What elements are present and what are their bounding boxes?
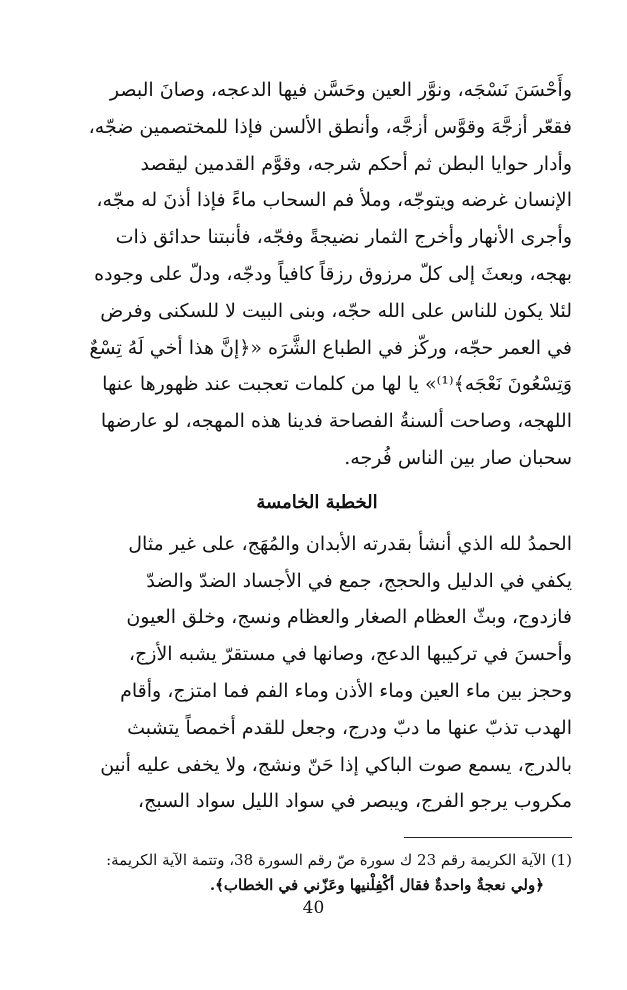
footnote-divider [404, 837, 572, 838]
text-line: اللهجه، وصاحت ألسنةُ الفصاحة فدينا هذه المهجه، لو عارضها [100, 410, 572, 433]
text-line: وحجز بين ماء العين وماء الأذن وماء الفم فما امتزج، وأقام [120, 679, 572, 702]
text-line: الإنسان غرضه ويتوجّه، وملأ فم السحاب ماءً فإذا أذنَ له مجّه، [96, 189, 572, 212]
text-line: يكفي في الدليل والحجج، جمع في الأجساد الضدّ والضدّ [146, 569, 572, 592]
section-heading: الخطبة الخامسة [256, 491, 378, 513]
text-line: سحبان صار بين الناس فُرجه. [344, 446, 572, 469]
text-line: الحمدُ لله الذي أنشأ بقدرته الأبدان والمُهَج، على غير مثال [128, 532, 572, 555]
text-line: وَتِسْعُونَ نَعْجَه﴾⁽¹⁾» يا لها من كلمات تعجبت عند ظهورها عنها [102, 373, 572, 396]
text-line: في العمر حجّه، وركّز في الطباع الشَّرَه «﴿إنَّ هذا أخي لَهُ تِسْعٌ [89, 336, 572, 359]
section-paragraph [62, 526, 572, 820]
footnote [62, 848, 572, 898]
text-line: وأجرى الأنهار وأخرج الثمار نضيجةً وفجّه، فأنبتنا حدائق ذات [115, 226, 572, 249]
text-line: بالدرج، يسمع صوت الباكي إذا حَنّ ونشج، ولا يخفى عليه أنين [100, 753, 572, 776]
text-line: مكروب يرجو الفرج، ويبصر في سواد الليل سواد السبج، [137, 790, 572, 813]
text-line: فقعّر أزجَّهَ وقوَّس أزجَّه، وأنطق الألسن فإذا للمختصمين ضجّه، [88, 115, 572, 138]
footnote-line: (1) الآية الكريمة رقم 23 ك سورة صّ رقم السورة 38، وتتمة الآية الكريمة: [106, 851, 572, 869]
text-line: لئلا يكون للناس على الله حجّه، وبنى البيت لا للسكنى وفرض [100, 299, 572, 322]
text-line: وأدار حوايا البطن ثم أحكم شرجه، وقوَّم القدمين ليقصد [140, 152, 572, 175]
page-number: 40 [302, 898, 325, 918]
text-line: فازدوج، وبثّ العظام الصغار والعظام ونسج، وخلق العيون [126, 606, 572, 629]
text-line: وأَحْسَنَ نَسْجَه، ونوَّر العين وحَسَّن فيها الدعجه، وصانَ البصر [109, 79, 572, 101]
text-line: وأحسنَ في تركيبها الدعج، وصانها في مستقرّ يشبه الأزج، [128, 643, 572, 666]
text-line: بهجه، وبعثَ إلى كلّ مرزوق رزقاً كافياً ودجّه، ودلّ على وجوده [94, 262, 572, 285]
footnote-quote-line: ﴿ولي نعجةٌ واحدةٌ فقال أكْفِلْنيها وعَزّني في الخطاب﴾. [209, 876, 544, 894]
page-body [62, 72, 572, 820]
body-paragraph [62, 72, 572, 477]
text-line: الهدب تذبّ عنها ما دبّ ودرج، وجعل للقدم أخمصاً يتشبث [127, 716, 572, 739]
